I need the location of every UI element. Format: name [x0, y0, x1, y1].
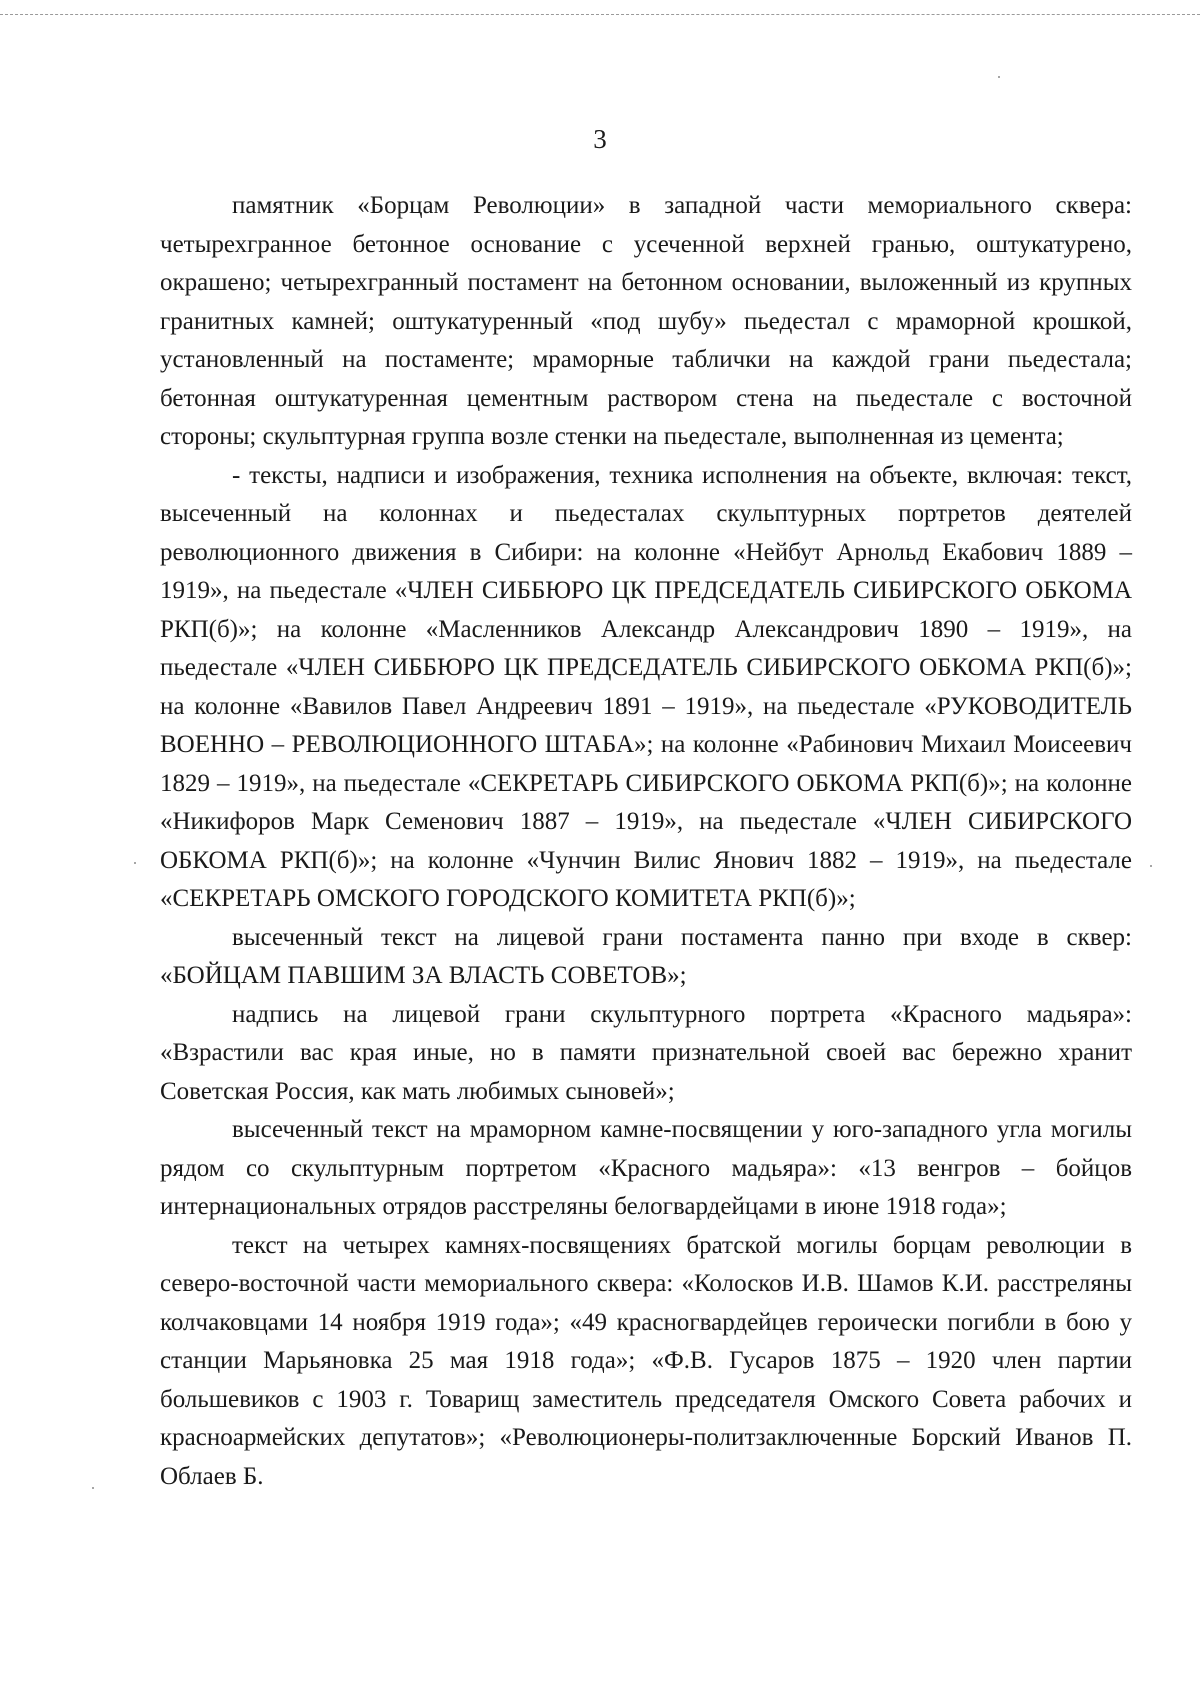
scan-speck [134, 862, 136, 864]
paragraph-red-magyar-inscription: надпись на лицевой грани скульптурного портрета «Красного мадьяра»: «Взрастили вас края иные, но в памяти признательной своей вас бережно хранит Советская Россия, как мать любимых сыновей»; [160, 1000, 1132, 1105]
scan-speck [998, 76, 1000, 78]
paragraph-inscriptions-columns: - тексты, надписи и изображения, техника исполнения на объекте, включая: текст, высеченный на колоннах и пьедесталах скульптурных портретов деятелей революционного движения в Сибири: на колонне «Нейбут Арнольд Екабович 1889 – 1919», на пьедестале «ЧЛЕН СИББЮРО ЦК ПРЕДСЕДАТЕЛЬ СИБИРСКОГО ОБКОМА РКП(б)»; на колонне «Масленников Александр Александрович 1890 – 1919», на пьедестале «ЧЛЕН СИББЮРО ЦК ПРЕДСЕДАТЕЛЬ СИБИРСКОГО ОБКОМА РКП(б)»; на колонне «Вавилов Павел Андреевич 1891 – 1919», на пьедестале «РУКОВОДИТЕЛЬ ВОЕННО – РЕВОЛЮЦИОННОГО ШТАБА»; на колонне «Рабинович Михаил Моисеевич 1829 – 1919», на пьедестале «СЕКРЕТАРЬ СИБИРСКОГО ОБКОМА РКП(б)»; на колонне «Никифоров Марк Семенович 1887 – 1919», на пьедестале «ЧЛЕН СИБИРСКОГО ОБКОМА РКП(б)»; на колонне «Чунчин Вилис Янович 1882 – 1919», на пьедестале «СЕКРЕТАРЬ ОМСКОГО ГОРОДСКОГО КОМИТЕТА РКП(б)»; [160, 461, 1132, 912]
document-body [160, 187, 1132, 1496]
scan-speck [92, 1487, 94, 1489]
paragraph-dedication-stone: высеченный текст на мраморном камне-посвящении у юго-западного угла могилы рядом со скульптурным портретом «Красного мадьяра»: «13 венгров – бойцов интернациональных отрядов расстреляны белогвардейцами в июне 1918 года»; [160, 1116, 1132, 1220]
scan-speck [1150, 865, 1152, 867]
paragraph-mass-grave-stones: текст на четырех камнях-посвящениях братской могилы борцам революции в северо-восточной части мемориального сквера: «Колосков И.В. Шамов К.И. расстреляны колчаковцами 14 ноября 1919 года»; «49 красногвардейцев героически погибли в бою у станции Марьяновка 25 мая 1918 года»; «Ф.В. Гусаров 1875 – 1920 член партии большевиков с 1903 г. Товарищ заместитель председателя Омского Совета рабочих и красноармейских депутатов»; «Революционеры-политзаключенные Борский Иванов П. Облаев Б. [160, 1231, 1132, 1490]
paragraph-panel-inscription: высеченный текст на лицевой грани постамента панно при входе в сквер: «БОЙЦАМ ПАВШИМ ЗА ВЛАСТЬ СОВЕТОВ»; [160, 923, 1132, 989]
scan-edge-line [0, 14, 1200, 15]
paragraph-monument: памятник «Борцам Революции» в западной части мемориального сквера: четырехгранное бетонное основание с усеченной верхней гранью, оштукатурено, окрашено; четырехгранный постамент на бетонном основании, выложенный из крупных гранитных камней; оштукатуренный «под шубу» пьедестал с мраморной крошкой, установленный на постаменте; мраморные таблички на каждой грани пьедестала; бетонная оштукатуренная цементным раствором стена на пьедестале с восточной стороны; скульптурная группа возле стенки на пьедестале, выполненная из цемента; [160, 192, 1132, 450]
page-number: 3 [593, 124, 607, 154]
